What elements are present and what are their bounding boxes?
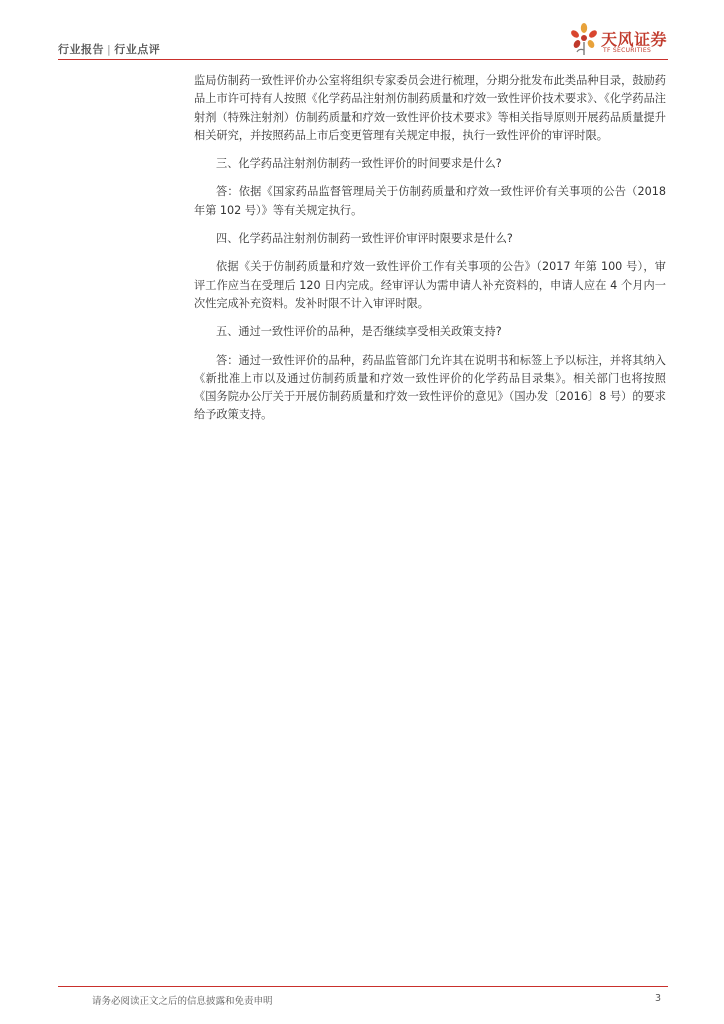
- disclaimer-notice: 请务必阅读正文之后的信息披露和免责申明: [92, 996, 273, 1007]
- main-content: [194, 72, 666, 425]
- footer-divider: [58, 986, 668, 987]
- intro-paragraph: 监局仿制药一致性评价办公室将组织专家委员会进行梳理，分期分批发布此类品种目录，鼓励药品上市许可持有人按照《化学药品注射剂仿制药质量和疗效一致性评价技术要求》、《化学药品注射剂（特殊注射剂）仿制药质量和疗效一致性评价技术要求》等相关指导原则开展药品质量提升相关研究，并按照药品上市后变更管理有关规定申报，执行一致性评价的审评时限。: [194, 74, 666, 142]
- flower-logo-icon: [568, 22, 600, 56]
- report-type: 行业报告: [58, 43, 104, 56]
- page-number: 3: [655, 993, 662, 1004]
- answer-4: 依据《关于仿制药质量和疗效一致性评价工作有关事项的公告》（2017 年第 100 号），审评工作应当在受理后 120 日内完成。经审评认为需申请人补充资料的，申请人应在 4 个月内一次性完成补充资料。发补时限不计入审评时限。: [194, 260, 666, 310]
- header-separator: |: [107, 43, 112, 56]
- answer-5: 答：通过一致性评价的品种，药品监管部门允许其在说明书和标签上予以标注，并将其纳入《新批准上市以及通过仿制药质量和疗效一致性评价的化学药品目录集》。相关部门也将按照《国务院办公厅关于开展仿制药质量和疗效一致性评价的意见》（国办发〔2016〕8 号）的要求给予政策支持。: [194, 353, 666, 422]
- answer-3: 答：依据《国家药品监督管理局关于仿制药质量和疗效一致性评价有关事项的公告（2018 年第 102 号）》等有关规定执行。: [194, 185, 666, 217]
- question-3: 三、化学药品注射剂仿制药一致性评价的时间要求是什么?: [216, 157, 502, 171]
- report-category: [58, 41, 160, 57]
- page-header: [0, 0, 724, 62]
- logo-chinese-name: 天风证券: [601, 30, 668, 49]
- report-subtype: 行业点评: [114, 43, 161, 56]
- header-divider: [58, 59, 668, 60]
- question-4: 四、化学药品注射剂仿制药一致性评价审评时限要求是什么?: [216, 232, 513, 246]
- question-5: 五、通过一致性评价的品种，是否继续享受相关政策支持?: [216, 325, 502, 339]
- logo-english-name: TF SECURITIES: [603, 47, 652, 54]
- tf-securities-logo: [568, 22, 678, 58]
